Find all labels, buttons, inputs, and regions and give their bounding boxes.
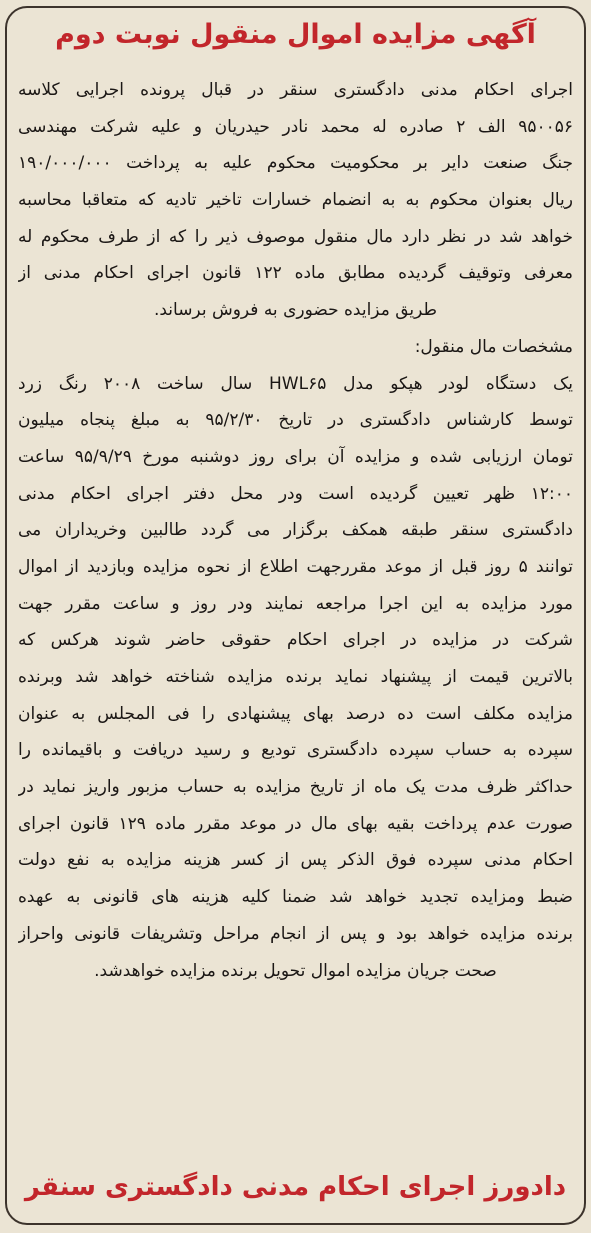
notice-line: حداکثر ظرف مدت یک ماه از تاریخ مزایده به حساب مزبور واریز نماید در [18,777,573,798]
notice-signature: دادورز اجرای احکام مدنی دادگستری سنقر [24,1172,567,1202]
notice-line: ریال بعنوان محکوم به به انضمام خسارات تاخیر تادیه که متعاقبا محاسبه [18,190,573,211]
notice-line: مورد مزایده به این اجرا مراجعه نمایند ودر روز و ساعت مقرر جهت [18,593,573,614]
notice-line: ۹۵۰۰۵۶ الف ۲ صادره له محمد نادر حیدریان و علیه شرکت مهندسی [18,116,573,137]
notice-line: صحت جریان مزایده اموال تحویل برنده مزایده خواهدشد. [94,960,497,981]
notice-line: اجرای احکام مدنی دادگستری سنقر در قبال پرونده اجرایی کلاسه [18,80,573,100]
notice-line: طریق مزایده حضوری به فروش برساند. [153,300,438,321]
notice-line: سپرده به حساب سپرده دادگستری تودیع و رسید دریافت و باقیمانده را [18,740,573,761]
notice-line: توانند ۵ روز قبل از موعد مقررجهت اطلاع از نحوه مزایده وبازدید از اموال [18,556,573,577]
notice-line: یک دستگاه لودر هپکو مدل HWL۶۵ سال ساخت ۲۰۰۸ رنگ زرد [18,373,573,394]
notice-line: احکام مدنی سپرده فوق الذکر پس از کسر هزینه مزایده به نفع دولت [18,850,573,871]
notice-line: جنگ صنعت دایر بر محکومیت محکوم علیه به پرداخت ۱۹۰/۰۰۰/۰۰۰ [18,153,573,174]
notice-line: ۱۲:۰۰ ظهر تعیین گردیده است ودر محل دفتر اجرای احکام مدنی [18,483,573,504]
notice-body [18,72,573,989]
notice-line: برنده مزایده خواهد بود و پس از انجام مراحل وتشریفات قانونی واحراز [18,923,573,944]
notice-line: معرفی وتوقیف گردیده مطابق ماده ۱۲۲ قانون اجرای احکام مدنی از [18,263,573,284]
notice-line: ضبط ومزایده تجدید خواهد شد ضمنا کلیه هزینه های قانونی به عهده [18,887,573,908]
notice-line: بالاترین قیمت از پیشنهاد نماید برنده مزایده شناخته خواهد شد وبرنده [18,667,573,687]
notice-line: شرکت در مزایده در اجرای احکام حقوقی حاضر شوند هرکس که [18,630,573,651]
notice-line: خواهد شد در نظر دارد مال منقول موصوف ذیر را که از طرف محکوم له [18,226,573,247]
notice-line: دادگستری سنقر طبقه همکف برگزار می گردد طالبین وخریداران می [18,520,573,541]
notice-line: توسط کارشناس دادگستری در تاریخ ۹۵/۲/۳۰ به مبلغ پنجاه میلیون [18,410,573,431]
notice-line: صورت عدم پرداخت بقیه بهای مال در موعد مقرر ماده ۱۲۹ قانون اجرای [18,813,573,834]
notice-line: مزایده مکلف است ده درصد بهای پیشنهادی را فی المجلس به عنوان [18,703,573,724]
notice-line: تومان ارزیابی شده و مزایده آن برای روز دوشنبه مورخ ۹۵/۹/۲۹ ساعت [18,446,573,467]
property-heading: مشخصات مال منقول: [414,336,573,357]
notice-title: آگهی مزایده اموال منقول نوبت دوم [55,19,536,50]
